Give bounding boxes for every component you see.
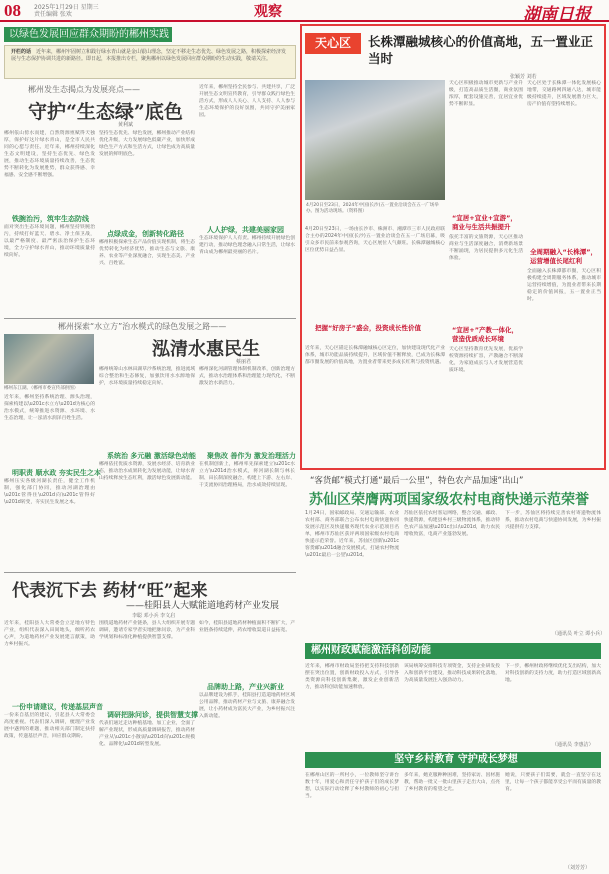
- subheading: 铁腕治污，筑牢生态防线: [12, 215, 89, 223]
- section-title: 观察: [254, 4, 282, 20]
- subheading: 全周期融入“长株潭”，运营增值长尾红利: [530, 248, 598, 265]
- body-text: 多年来，她克服种种困难，坚持家访、因材施教，帮助一批又一批山里孩子走出大山，点亮了乡村教育的希望之光。: [404, 773, 500, 792]
- byline: 蔡丽君: [236, 359, 252, 365]
- body-text: 如今，桂阳县道地药材种植面积不断扩大，产业链条持续延伸，药农增收渠道日益拓宽。: [199, 621, 295, 633]
- body-text: 全面融入长株潭都市圈，天心区积极构建全周期服务体系，推动城市运营持续增值，为置业者带来长期稳定的价值回报，五一置业正当时。: [527, 269, 601, 302]
- body-text: 面对突出生态环境问题，郴州坚持铁腕治污，持续打好蓝天、碧水、净土保卫战，以最严格制度、最严密法治保护生态环境，全力守护绿水青山，推动环境质量持续向好。: [4, 225, 95, 258]
- body-text: 郴州深化河湖管理体制机制改革，创新治理方式，推动水治理体系和治理能力现代化，不断激发治水新活力。: [199, 367, 295, 386]
- featured-title: 长株潭融城核心的价值高地，五一置业正当时: [368, 34, 594, 66]
- body-text: 围绕道地药材产业链条，县人大组织开展专题调研，邀请专家学者实地把脉问诊，为产业科学规划和标准化种植提供智慧支撑。: [99, 621, 195, 640]
- article-title-bar: 郴州财政赋能激活科创动能: [305, 643, 601, 659]
- subheading: 品牌助上路，产业兴新业: [207, 683, 284, 691]
- article-kicker: 郴州探索“水立方”治水模式的绿色发展之路——: [58, 322, 227, 331]
- article-title: 代表沉下去 药材“旺”起来: [12, 581, 208, 601]
- byline: 黄利斌: [118, 122, 134, 128]
- subheading: 点绿成金，创新转化路径: [107, 230, 184, 238]
- subheading: 明职责 顺水政 夯实民生之本: [12, 469, 101, 477]
- divider: [4, 572, 296, 573]
- article-title-bar: 坚守乡村教育 守护成长梦想: [305, 752, 601, 768]
- article-kicker: “客货邮”模式打通“最后一公里”，特色农产品加速“出山”: [310, 476, 524, 486]
- photo-caption: 4月20日至23日，2024年中国(长沙)五一置业洽谈会在五一广场举办。图为活动现场。（资料图）: [306, 203, 439, 214]
- body-text: 4月20日至23日，一场由长沙市、株洲市、湘潭市三市人民政府联合主办的2024年中国(长沙)五一置业洽谈会在五一广场启幕，吸引众多市民前来参观咨询，天心区展位人气颇旺。长株潭融城核心区位优势日益凸显。: [305, 227, 445, 253]
- body-text: 郴州统筹山水林田湖草沙系统治理，推进流域综合整治和生态修复，加强饮用水水源地保护，水环境质量持续稳定向好。: [99, 367, 195, 386]
- body-text: 她说，只要孩子们需要，就会一直坚守在这里，让每一个孩子都能享受公平而有质量的教育。: [505, 773, 601, 792]
- body-text: 天心区坚持教育优先发展，优质学校资源持续扩容，产教融合不断深化，为家庭成长与人才发展营造优质环境。: [449, 347, 523, 373]
- body-text: 天心区积极推动城市更新与产业升级，打造高品质生活圈，商业氛围浓厚，配套设施完善，宜居宜业优势不断彰显。: [449, 81, 523, 107]
- article-subtitle: ——桂阳县人大赋能道地药材产业发展: [126, 601, 280, 611]
- issue-date: 2025年1月29日 星期三 责任编辑 张欢: [34, 4, 99, 18]
- subheading: “宜居+”产教一体化，营造优质成长环境: [452, 326, 518, 343]
- body-text: 下一步，苏仙区将持续完善农村寄递物流体系，推动农村电商与快递协同发展，为乡村振兴提供有力支撑。: [505, 511, 601, 530]
- district-tag: 天心区: [305, 33, 361, 54]
- byline: （刘芳芳）: [565, 865, 591, 871]
- photo-caption: 郴州东江湖。（郴州市委宣传部供图）: [4, 386, 79, 391]
- subheading: 聚焦改 善作为 激发治理活力: [207, 452, 296, 460]
- body-text: 苏仙区依托农村客运网络，整合交通、邮政、快递资源，构建县乡村三级物流体系，推动特色农产品加速\u201c出山\u201d，助力农民增收致富，电商产业蓬勃发展。: [404, 511, 500, 537]
- subheading: 人人护绿，共建美丽家园: [207, 226, 284, 234]
- lake-photo: [4, 334, 94, 384]
- body-text: 1月24日，国家邮政局、交通运输部、农业农村部、商务部联合公布农村电商快递协同发展示范区及快递服务现代农业示范项目名单，郴州市苏仙区获评两项国家级农村电商快递示范荣誉。近年来，苏仙区创新\u201c客货邮\u201d融合发展模式，打通农村物流\u201c最后一公里\u201d。: [305, 511, 399, 558]
- subheading: 系统治 多元融 激活绿色动能: [107, 452, 196, 460]
- body-text: 在郴州山区的一所村小，一位教师坚守讲台数十年，用爱心和责任守护孩子们的成长梦想，以实际行动诠释了乡村教师的初心与担当。: [305, 773, 399, 799]
- column-intro: 开栏的话 近年来，郴州牢固树立和践行绿水青山就是金山银山理念，坚定不移走生态优先、绿色发展之路，积极探索经济发展与生态保护协调共进的新路径。即日起，本报推出专栏，聚焦郴州以绿色发展回应群众期盼的生动实践，敬请关注。: [4, 45, 296, 79]
- subheading: “宜居+宜业+宜游”，商业与生活共振提升: [452, 214, 517, 231]
- body-text: 天心区处于长株潭一体化发展核心地带，交通路网四通八达，城市能级持续提升，区域发展潜力巨大，房产价值有望持续增长。: [527, 81, 601, 107]
- subheading: 一份申请建议，传递基层声音: [12, 703, 103, 711]
- body-text: 一份来自基层的建议，引起县人大常委会高度重视。代表们深入调研，梳理产业发展中遇到的难题，推动相关部门制定扶持政策，传递基层声音，回应群众期盼。: [4, 713, 95, 739]
- body-text: 郴州依山傍水而建，自然资源禀赋得天独厚，保护好这片绿水青山，是全市人民共同的心愿与责任。近年来，郴州持续深化生态文明建设，坚持生态优先、绿色发展，推动生态环境质量持续改善，生态优势不断转化为发展胜势，群众获得感、幸福感、安全感不断增强。: [4, 131, 95, 178]
- body-text: 近年来，桂阳县人大常委会立足地方特色产业，组织代表深入田间地头，倾听药农心声，为道地药材产业发展建言献策，助力乡村振兴。: [4, 621, 95, 647]
- byline: 张颖芳 刘若: [510, 74, 537, 80]
- body-text: 近年来，天心区锚定长株潭融城核心区定位，加快建设现代化产业体系，城市功能品质持续提升，区域价值不断释放，已成为长株潭都市圈发展的价值高地，为置业者带来更多成长红利与投资机遇。: [305, 346, 445, 365]
- newspaper-logo: 湖南日报: [523, 5, 591, 25]
- body-text: 郴州依托优质水资源，发展水经济、培育新业态，推动治水成果转化为发展动能，让绿水青山持续释放生态红利，激活绿色发展新动能。: [99, 462, 195, 481]
- byline: 李聪 邓小兵 李文启: [132, 613, 176, 619]
- byline: （通讯员 叶立 谭小兵）: [552, 631, 606, 637]
- body-text: 该局统筹安排科技专项资金，支持企业研发投入和创新平台建设，推动科技成果转化落地，为高质量发展注入强劲动力。: [404, 664, 500, 683]
- body-text: 近年来，郴州坚持系统治理、源头治理，探索构建以\u201c水立方\u201d为核心的治水模式，统筹推进水资源、水环境、水生态治理，让一泓清水润泽百姓生活。: [4, 395, 95, 421]
- body-text: 近年来，郴州市财政局坚持把支持科技创新摆在突出位置，创新财政投入方式，引导各类资源向科技创新集聚，激发企业创新活力，推动科创动能加速释放。: [305, 664, 399, 690]
- article-title: 苏仙区荣膺两项国家级农村电商快递示范荣誉: [309, 492, 589, 508]
- body-text: 近年来，郴州坚持全民参与、共建共享，广泛开展生态文明宣传教育，引导群众践行绿色生活方式，形成人人关心、人人支持、人人参与生态环境保护的良好氛围，共同守护美丽家园。: [199, 85, 295, 118]
- body-text: 生态环境保护人人有责。郴州持续开展绿色创建行动，推动绿色理念融入日常生活，让绿水青山成为郴州最亮丽的名片。: [199, 236, 295, 255]
- article-kicker: 郴州发生态揭点为发展亮点——: [28, 85, 140, 94]
- body-text: 以品牌建设为抓手，桂阳县打造道地药材区域公用品牌，推动药材产业与文旅、康养融合发展，让小药材成为富民大产业，为乡村振兴注入新动能。: [199, 693, 295, 719]
- page-number: 08: [4, 1, 21, 20]
- subheading: 调研把脉问诊，提供智慧支撑: [107, 711, 198, 719]
- body-text: 下一步，郴州财政将继续优化支出结构，加大对科技创新的支持力度，助力打造区域创新高地。: [505, 664, 601, 683]
- section-label: 以绿色发展回应群众期盼的郴州实践: [4, 27, 172, 42]
- body-text: 依托丰富的文旅资源，天心区推动商业与生活深度融合，消费新场景不断涌现，为居民提供多元化生活体验。: [449, 235, 523, 261]
- body-text: 在机制创新上，郴州率先探索建立\u201c水立方\u201d治水模式，将河湖长制与林长制、田长制深度融合，构建上下游、左右岸、干支流协同治理格局，治水成效持续显现。: [199, 462, 295, 488]
- body-text: 郴州压实各级河湖长责任，健全工作机制，强化部门协同，推动河湖治理由\u201c管得住\u201d向\u201c管得好\u201d转变，夯实民生发展之本。: [4, 479, 95, 505]
- article-title: 守护“生态绿”底色: [28, 101, 183, 123]
- divider: [4, 318, 296, 319]
- body-text: 代表们通过走访种植基地、加工企业，全面了解产业现状，形成高质量调研报告，推动药材产业从\u201c小散弱\u201d向\u201c规模化、品牌化\u201d转型发展。: [99, 721, 195, 747]
- article-title: 泓清水惠民生: [152, 339, 260, 360]
- expo-photo: [305, 80, 445, 200]
- subheading: 把握“好房子”盛会，投资成长性价值: [315, 324, 422, 332]
- body-text: 坚持生态优先、绿色发展，郴州推动产业结构优化升级，大力发展绿色低碳产业，加快形成绿色生产方式和生活方式，让绿色成为高质量发展的鲜明底色。: [99, 131, 195, 157]
- byline: （通讯员 李惠洁）: [552, 742, 594, 748]
- body-text: 郴州积极探索生态产品价值实现机制，将生态优势转化为经济优势，推动生态与文旅、康养、农业等产业深度融合，实现生态美、产业兴、百姓富。: [99, 240, 195, 266]
